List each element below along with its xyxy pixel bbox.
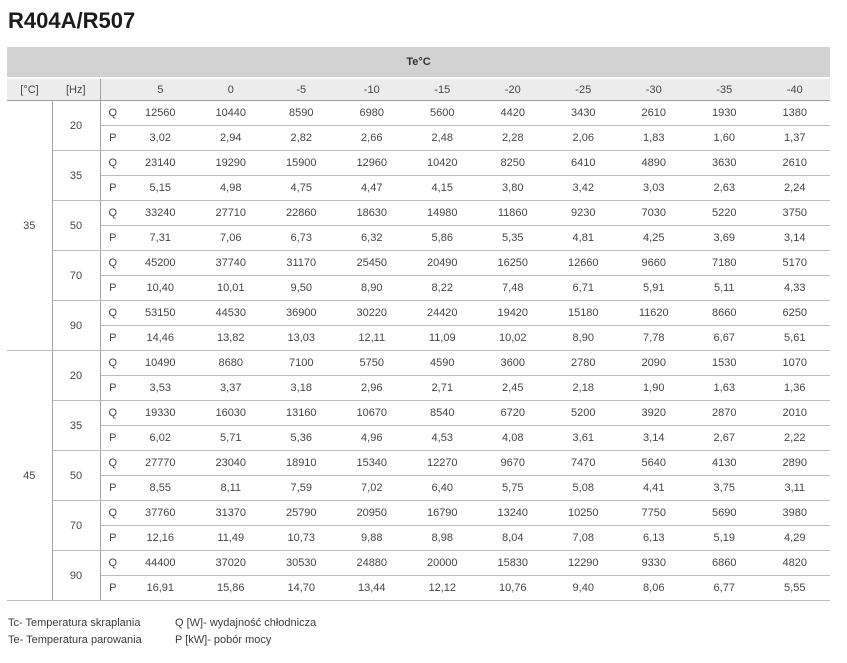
value-cell: 5600 (407, 101, 478, 126)
value-cell: 8,06 (619, 576, 690, 601)
qp-row-label: P (100, 526, 125, 551)
value-cell: 12290 (548, 551, 619, 576)
value-cell: 8680 (196, 351, 267, 376)
value-cell: 3,61 (548, 426, 619, 451)
te-col-header: -30 (619, 78, 690, 101)
value-cell: 9230 (548, 201, 619, 226)
value-cell: 2,18 (548, 376, 619, 401)
table-row (7, 276, 830, 301)
value-cell: 2,71 (407, 376, 478, 401)
value-cell: 2,06 (548, 126, 619, 151)
te-band-row (7, 47, 830, 78)
value-cell: 44530 (196, 301, 267, 326)
value-cell: 9670 (478, 451, 549, 476)
table-row (7, 201, 830, 226)
value-cell: 31370 (196, 501, 267, 526)
qp-row-label: Q (100, 501, 125, 526)
qp-row-label: P (100, 176, 125, 201)
value-cell: 36900 (266, 301, 337, 326)
page-title: R404A/R507 (8, 8, 136, 33)
value-cell: 8540 (407, 401, 478, 426)
te-col-header: -20 (478, 78, 549, 101)
qp-row-label: P (100, 476, 125, 501)
value-cell: 4,98 (196, 176, 267, 201)
value-cell: 24880 (337, 551, 408, 576)
value-cell: 4,53 (407, 426, 478, 451)
qp-row-label: Q (100, 551, 125, 576)
value-cell: 1,37 (760, 126, 831, 151)
hz-cell: 20 (52, 351, 100, 401)
table-row (7, 426, 830, 451)
value-cell: 14980 (407, 201, 478, 226)
value-cell: 24420 (407, 301, 478, 326)
qp-row-label: Q (100, 401, 125, 426)
value-cell: 3,42 (548, 176, 619, 201)
value-cell: 10,40 (125, 276, 196, 301)
value-cell: 10670 (337, 401, 408, 426)
te-col-header: -5 (266, 78, 337, 101)
legend-tc-line: Tc- Temperatura skraplania (8, 617, 141, 629)
hz-cell: 90 (52, 551, 100, 601)
value-cell: 3750 (760, 201, 831, 226)
hz-cell: 35 (52, 151, 100, 201)
value-cell: 4,47 (337, 176, 408, 201)
qp-row-label: Q (100, 101, 125, 126)
value-cell: 5200 (548, 401, 619, 426)
legend (8, 615, 847, 649)
table-row (7, 176, 830, 201)
value-cell: 20490 (407, 251, 478, 276)
qp-row-label: Q (100, 151, 125, 176)
value-cell: 25450 (337, 251, 408, 276)
value-cell: 10,01 (196, 276, 267, 301)
value-cell: 2090 (619, 351, 690, 376)
value-cell: 16030 (196, 401, 267, 426)
value-cell: 6720 (478, 401, 549, 426)
value-cell: 6,32 (337, 226, 408, 251)
table-row (7, 351, 830, 376)
value-cell: 1,83 (619, 126, 690, 151)
te-col-header: -10 (337, 78, 408, 101)
value-cell: 5,36 (266, 426, 337, 451)
table-row (7, 151, 830, 176)
te-col-header: -35 (689, 78, 760, 101)
hz-cell: 35 (52, 401, 100, 451)
value-cell: 12,12 (407, 576, 478, 601)
value-cell: 10490 (125, 351, 196, 376)
te-col-header: 5 (125, 78, 196, 101)
value-cell: 12,16 (125, 526, 196, 551)
value-cell: 5690 (689, 501, 760, 526)
value-cell: 13240 (478, 501, 549, 526)
qp-row-label: Q (100, 251, 125, 276)
value-cell: 18910 (266, 451, 337, 476)
value-cell: 4,75 (266, 176, 337, 201)
tc-cell: 45 (7, 351, 52, 601)
value-cell: 5220 (689, 201, 760, 226)
value-cell: 1,36 (760, 376, 831, 401)
value-cell: 2,94 (196, 126, 267, 151)
value-cell: 2780 (548, 351, 619, 376)
value-cell: 7100 (266, 351, 337, 376)
value-cell: 2610 (760, 151, 831, 176)
table-row (7, 126, 830, 151)
value-cell: 23140 (125, 151, 196, 176)
table-row (7, 101, 830, 126)
value-cell: 4,15 (407, 176, 478, 201)
value-cell: 7,48 (478, 276, 549, 301)
value-cell: 13,44 (337, 576, 408, 601)
value-cell: 14,46 (125, 326, 196, 351)
value-cell: 7,08 (548, 526, 619, 551)
value-cell: 8,98 (407, 526, 478, 551)
value-cell: 12270 (407, 451, 478, 476)
value-cell: 6,71 (548, 276, 619, 301)
qp-row-label: Q (100, 351, 125, 376)
value-cell: 18630 (337, 201, 408, 226)
value-cell: 5,91 (619, 276, 690, 301)
value-cell: 2,63 (689, 176, 760, 201)
value-cell: 31170 (266, 251, 337, 276)
value-cell: 3,37 (196, 376, 267, 401)
value-cell: 3920 (619, 401, 690, 426)
value-cell: 3,14 (760, 226, 831, 251)
value-cell: 6,67 (689, 326, 760, 351)
qp-row-label: P (100, 126, 125, 151)
value-cell: 4890 (619, 151, 690, 176)
value-cell: 3600 (478, 351, 549, 376)
value-cell: 3,53 (125, 376, 196, 401)
value-cell: 3,03 (619, 176, 690, 201)
value-cell: 15830 (478, 551, 549, 576)
value-cell: 4820 (760, 551, 831, 576)
te-band-header: Te°C (7, 47, 830, 78)
value-cell: 6,40 (407, 476, 478, 501)
value-cell: 27710 (196, 201, 267, 226)
value-cell: 2,67 (689, 426, 760, 451)
value-cell: 33240 (125, 201, 196, 226)
performance-table (7, 47, 830, 601)
value-cell: 16250 (478, 251, 549, 276)
value-cell: 8590 (266, 101, 337, 126)
qp-row-label: Q (100, 201, 125, 226)
value-cell: 11860 (478, 201, 549, 226)
value-cell: 15340 (337, 451, 408, 476)
value-cell: 15,86 (196, 576, 267, 601)
value-cell: 5,11 (689, 276, 760, 301)
value-cell: 11,09 (407, 326, 478, 351)
value-cell: 3430 (548, 101, 619, 126)
hz-cell: 90 (52, 301, 100, 351)
value-cell: 37740 (196, 251, 267, 276)
value-cell: 19290 (196, 151, 267, 176)
value-cell: 1070 (760, 351, 831, 376)
te-col-header: -40 (760, 78, 831, 101)
value-cell: 6250 (760, 301, 831, 326)
value-cell: 7750 (619, 501, 690, 526)
value-cell: 2,66 (337, 126, 408, 151)
value-cell: 3,80 (478, 176, 549, 201)
value-cell: 45200 (125, 251, 196, 276)
value-cell: 6410 (548, 151, 619, 176)
hz-cell: 70 (52, 251, 100, 301)
value-cell: 7,78 (619, 326, 690, 351)
value-cell: 13,82 (196, 326, 267, 351)
value-cell: 10,73 (266, 526, 337, 551)
value-cell: 4,25 (619, 226, 690, 251)
value-cell: 10250 (548, 501, 619, 526)
hz-cell: 20 (52, 101, 100, 151)
value-cell: 4,96 (337, 426, 408, 451)
value-cell: 20000 (407, 551, 478, 576)
value-cell: 8,55 (125, 476, 196, 501)
value-cell: 53150 (125, 301, 196, 326)
legend-right-column (175, 615, 316, 649)
value-cell: 4420 (478, 101, 549, 126)
value-cell: 9,40 (548, 576, 619, 601)
value-cell: 30220 (337, 301, 408, 326)
value-cell: 23040 (196, 451, 267, 476)
value-cell: 11,49 (196, 526, 267, 551)
value-cell: 4590 (407, 351, 478, 376)
table-row (7, 501, 830, 526)
value-cell: 2,22 (760, 426, 831, 451)
value-cell: 3,75 (689, 476, 760, 501)
value-cell: 2870 (689, 401, 760, 426)
table-row (7, 376, 830, 401)
value-cell: 3,11 (760, 476, 831, 501)
table-row (7, 476, 830, 501)
table-row (7, 226, 830, 251)
legend-p-line: P [kW]- pobór mocy (175, 634, 272, 646)
value-cell: 4,33 (760, 276, 831, 301)
qp-row-label: P (100, 576, 125, 601)
qp-row-label: P (100, 376, 125, 401)
legend-left-column (8, 615, 175, 649)
value-cell: 7,59 (266, 476, 337, 501)
value-cell: 5,19 (689, 526, 760, 551)
value-cell: 10440 (196, 101, 267, 126)
value-cell: 2,24 (760, 176, 831, 201)
value-cell: 4,08 (478, 426, 549, 451)
value-cell: 19420 (478, 301, 549, 326)
value-cell: 2,82 (266, 126, 337, 151)
value-cell: 5,55 (760, 576, 831, 601)
value-cell: 13,03 (266, 326, 337, 351)
value-cell: 15180 (548, 301, 619, 326)
value-cell: 11620 (619, 301, 690, 326)
value-cell: 12660 (548, 251, 619, 276)
table-header (7, 47, 830, 101)
table-row (7, 526, 830, 551)
value-cell: 10,76 (478, 576, 549, 601)
qp-row-label: Q (100, 301, 125, 326)
value-cell: 7030 (619, 201, 690, 226)
value-cell: 2,45 (478, 376, 549, 401)
hz-unit-header: [Hz] (52, 78, 100, 101)
table-row (7, 326, 830, 351)
legend-q-line: Q [W]- wydajność chłodnicza (175, 617, 317, 629)
value-cell: 2610 (619, 101, 690, 126)
value-cell: 9,88 (337, 526, 408, 551)
value-cell: 1530 (689, 351, 760, 376)
qp-row-label: P (100, 326, 125, 351)
value-cell: 19330 (125, 401, 196, 426)
value-cell: 2,48 (407, 126, 478, 151)
value-cell: 4130 (689, 451, 760, 476)
value-cell: 37020 (196, 551, 267, 576)
qp-spacer (100, 78, 125, 101)
value-cell: 1,63 (689, 376, 760, 401)
value-cell: 5750 (337, 351, 408, 376)
value-cell: 3980 (760, 501, 831, 526)
value-cell: 12,11 (337, 326, 408, 351)
value-cell: 9660 (619, 251, 690, 276)
tc-cell: 35 (7, 101, 52, 351)
value-cell: 7180 (689, 251, 760, 276)
value-cell: 15900 (266, 151, 337, 176)
value-cell: 4,29 (760, 526, 831, 551)
value-cell: 7,31 (125, 226, 196, 251)
value-cell: 20950 (337, 501, 408, 526)
value-cell: 5,71 (196, 426, 267, 451)
value-cell: 37760 (125, 501, 196, 526)
value-cell: 6980 (337, 101, 408, 126)
value-cell: 6860 (689, 551, 760, 576)
value-cell: 44400 (125, 551, 196, 576)
te-col-header: -25 (548, 78, 619, 101)
table-row (7, 251, 830, 276)
te-col-header: 0 (196, 78, 267, 101)
value-cell: 8,11 (196, 476, 267, 501)
value-cell: 3,18 (266, 376, 337, 401)
value-cell: 1,90 (619, 376, 690, 401)
table-row (7, 451, 830, 476)
hz-cell: 70 (52, 501, 100, 551)
value-cell: 7470 (548, 451, 619, 476)
value-cell: 14,70 (266, 576, 337, 601)
value-cell: 1,60 (689, 126, 760, 151)
value-cell: 5,15 (125, 176, 196, 201)
value-cell: 3630 (689, 151, 760, 176)
value-cell: 9330 (619, 551, 690, 576)
value-cell: 8,22 (407, 276, 478, 301)
value-cell: 3,02 (125, 126, 196, 151)
value-cell: 10420 (407, 151, 478, 176)
qp-row-label: Q (100, 451, 125, 476)
value-cell: 5,08 (548, 476, 619, 501)
value-cell: 8250 (478, 151, 549, 176)
value-cell: 6,77 (689, 576, 760, 601)
te-col-header: -15 (407, 78, 478, 101)
value-cell: 27770 (125, 451, 196, 476)
table-row (7, 576, 830, 601)
value-cell: 10,02 (478, 326, 549, 351)
value-cell: 4,41 (619, 476, 690, 501)
value-cell: 13160 (266, 401, 337, 426)
value-cell: 5170 (760, 251, 831, 276)
value-cell: 2,96 (337, 376, 408, 401)
value-cell: 5640 (619, 451, 690, 476)
value-cell: 3,69 (689, 226, 760, 251)
value-cell: 2890 (760, 451, 831, 476)
value-cell: 16,91 (125, 576, 196, 601)
value-cell: 6,73 (266, 226, 337, 251)
qp-row-label: P (100, 276, 125, 301)
value-cell: 9,50 (266, 276, 337, 301)
value-cell: 6,02 (125, 426, 196, 451)
hz-cell: 50 (52, 201, 100, 251)
qp-row-label: P (100, 426, 125, 451)
value-cell: 7,02 (337, 476, 408, 501)
value-cell: 1380 (760, 101, 831, 126)
value-cell: 1930 (689, 101, 760, 126)
value-cell: 8,04 (478, 526, 549, 551)
value-cell: 22860 (266, 201, 337, 226)
table-row (7, 551, 830, 576)
hz-cell: 50 (52, 451, 100, 501)
value-cell: 8,90 (548, 326, 619, 351)
table-row (7, 301, 830, 326)
value-cell: 2,28 (478, 126, 549, 151)
value-cell: 4,81 (548, 226, 619, 251)
value-cell: 30530 (266, 551, 337, 576)
value-cell: 12960 (337, 151, 408, 176)
value-cell: 7,06 (196, 226, 267, 251)
value-cell: 25790 (266, 501, 337, 526)
tc-unit-header: [°C] (7, 78, 52, 101)
value-cell: 8660 (689, 301, 760, 326)
value-cell: 5,35 (478, 226, 549, 251)
value-cell: 12560 (125, 101, 196, 126)
value-cell: 6,13 (619, 526, 690, 551)
value-cell: 16790 (407, 501, 478, 526)
value-cell: 2010 (760, 401, 831, 426)
value-cell: 8,90 (337, 276, 408, 301)
value-cell: 5,86 (407, 226, 478, 251)
value-cell: 5,75 (478, 476, 549, 501)
value-cell: 3,14 (619, 426, 690, 451)
qp-row-label: P (100, 226, 125, 251)
legend-te-line: Te- Temperatura parowania (8, 634, 142, 646)
value-cell: 5,61 (760, 326, 831, 351)
table-body (7, 101, 830, 601)
column-header-row (7, 78, 830, 101)
table-row (7, 401, 830, 426)
